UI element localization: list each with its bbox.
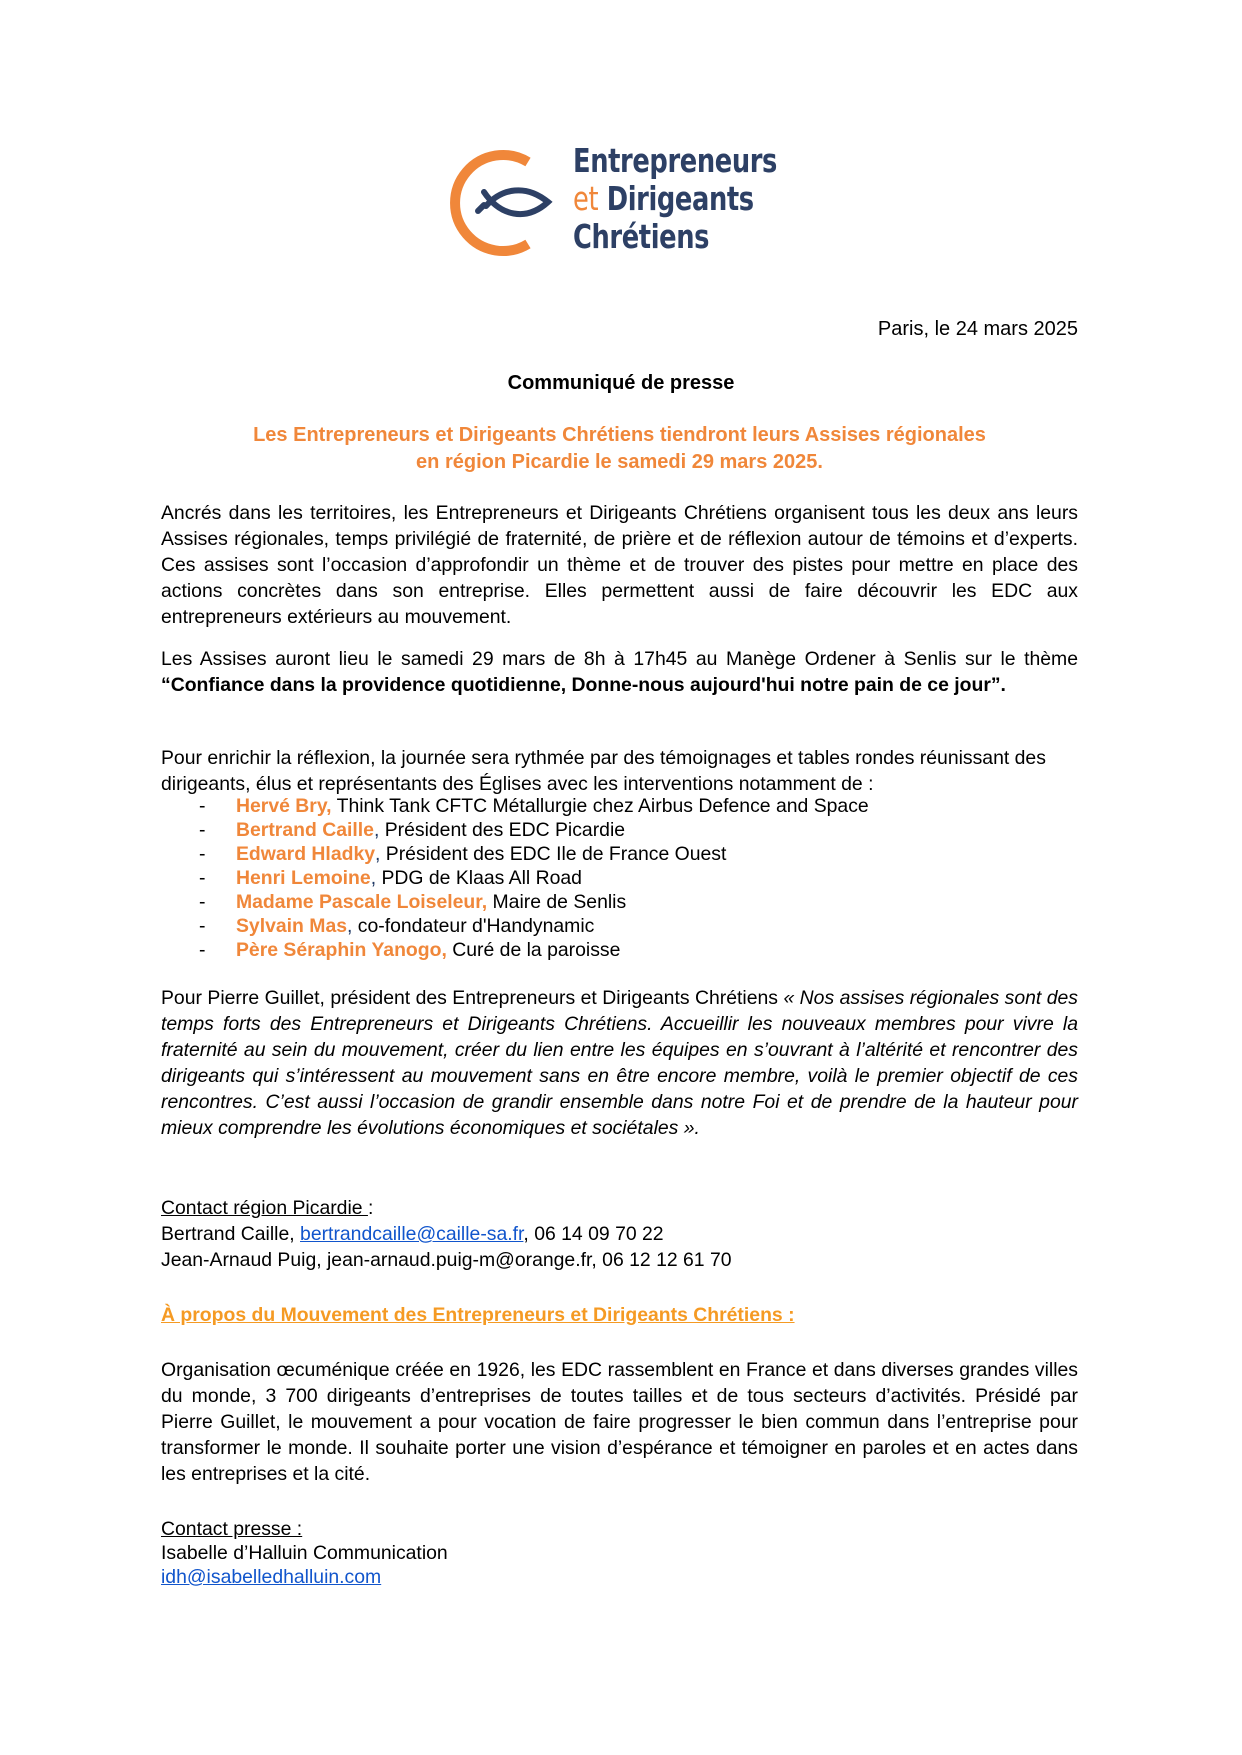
speaker-role: PDG de Klaas All Road xyxy=(376,867,582,889)
bullet-dash: - xyxy=(199,843,206,865)
speaker-role: Président des EDC Picardie xyxy=(379,819,626,841)
logo-text-et: et xyxy=(573,179,599,218)
president-quote-paragraph xyxy=(161,985,1078,1141)
edc-logo xyxy=(440,140,810,265)
regional-contact-heading-colon: : xyxy=(367,1197,374,1219)
about-heading: À propos du Mouvement des Entrepreneurs et Dirigeants Chrétiens : xyxy=(161,1304,795,1326)
intro-paragraph: Ancrés dans les territoires, les Entrepreneurs et Dirigeants Chrétiens organisent tous les deux ans leurs Assises régionales, temps privilégié de fraternité, de prière et de réflexion autour de témoins et d’experts. Ces assises sont l’occasion d’approfondir un thème et de trouver des pistes pour mettre en place des actions concrètes dans son entreprise. Elles permettent aussi de faire découvrir les EDC aux entrepreneurs extérieurs au mouvement. xyxy=(161,502,1078,628)
speakers-list xyxy=(161,794,1078,962)
quote-lead: Pour Pierre Guillet, président des Entrepreneurs et Dirigeants Chrétiens xyxy=(161,987,784,1009)
regional-contact-heading xyxy=(161,1195,1078,1221)
press-contact-agency: Isabelle d’Halluin Communication xyxy=(161,1542,448,1564)
bullet-dash: - xyxy=(199,915,206,937)
event-theme: “Confiance dans la providence quotidienne, Donne-nous aujourd'hui notre pain de ce jour”. xyxy=(161,674,1006,696)
speaker-role: co-fondateur d'Handynamic xyxy=(352,915,595,937)
program-intro: Pour enrichir la réflexion, la journée sera rythmée par des témoignages et tables rondes réunissant des dirigeants, élus et représentants des Églises avec les interventions notamment de : xyxy=(161,747,1046,795)
press-contact-email-link[interactable]: idh@isabelledhalluin.com xyxy=(161,1566,382,1588)
regional-contact xyxy=(161,1195,1078,1273)
regional-contact-1 xyxy=(161,1221,1078,1247)
speaker-role: Président des EDC Ile de France Ouest xyxy=(380,843,727,865)
press-contact xyxy=(161,1517,1078,1589)
document-kind-heading: Communiqué de presse xyxy=(507,372,735,394)
speaker-item xyxy=(161,890,1078,914)
speaker-name: Henri Lemoine xyxy=(236,867,371,889)
speaker-item xyxy=(161,938,1078,962)
regional-contact-heading-text: Contact région Picardie xyxy=(161,1197,368,1219)
bullet-dash: - xyxy=(199,891,206,913)
speaker-sep: , xyxy=(373,819,380,841)
speaker-role: Maire de Senlis xyxy=(487,891,627,913)
headline xyxy=(161,422,1078,476)
about-paragraph: Organisation œcuménique créée en 1926, les EDC rassemblent en France et dans diverses grandes villes du monde, 3 700 dirigeants d’entreprises de toutes tailles et de tous secteurs d’activités. Présidé par Pierre Guillet, le mouvement a pour vocation de faire progresser le bien commun dans l’entreprise pour transformer le monde. Il souhaite porter une vision d’espérance et témoigner en paroles et en actes dans les entreprises et la cité. xyxy=(161,1359,1078,1485)
regional-contact-2: Jean-Arnaud Puig, jean-arnaud.puig-m@orange.fr, 06 12 12 61 70 xyxy=(161,1249,732,1271)
speaker-sep: , xyxy=(375,843,381,865)
quote-text: « Nos assises régionales sont des temps forts des Entrepreneurs et Dirigeants Chrétiens. Accueillir les nouveaux membres pour vivre la fraternité au sein du mouvement, créer du lien entre les équipes en s’ouvrant à l’altérité et rencontrer des dirigeants qui s’intéressent au mouvement sans en être encore membre, voilà le premier objectif de ces rencontres. C’est aussi l’occasion de grandir ensemble dans notre Foi et de prendre de la hauteur pour mieux comprendre les évolutions économiques et sociétales ». xyxy=(161,987,1078,1139)
bullet-dash: - xyxy=(199,819,206,841)
speaker-item xyxy=(161,818,1078,842)
about-heading-container xyxy=(161,1302,1078,1328)
contact-1-phone: , 06 14 09 70 22 xyxy=(523,1223,664,1245)
contact-1-email-link[interactable]: bertrandcaille@caille-sa.fr xyxy=(300,1223,524,1245)
speaker-sep: , xyxy=(347,915,353,937)
headline-line-1: Les Entrepreneurs et Dirigeants Chrétiens tiendront leurs Assises régionales xyxy=(253,424,986,446)
press-release-date: Paris, le 24 mars 2025 xyxy=(877,318,1078,340)
speaker-item xyxy=(161,794,1078,818)
event-paragraph xyxy=(161,646,1078,698)
logo-text-dirigeants: Dirigeants xyxy=(606,179,754,218)
speaker-name: Madame Pascale Loiseleur, xyxy=(236,891,488,913)
contact-1-name: Bertrand Caille, xyxy=(161,1223,301,1245)
logo-text-line1: Entrepreneurs xyxy=(573,141,777,180)
bullet-dash: - xyxy=(199,867,206,889)
speaker-item xyxy=(161,914,1078,938)
speaker-name: Père Séraphin Yanogo, xyxy=(236,939,447,961)
speaker-role: Think Tank CFTC Métallurgie chez Airbus Defence and Space xyxy=(331,795,869,817)
speaker-name: Bertrand Caille xyxy=(236,819,374,841)
press-contact-heading: Contact presse : xyxy=(161,1518,303,1540)
headline-line-2: en région Picardie le samedi 29 mars 2025. xyxy=(416,451,823,473)
speaker-sep: , xyxy=(370,867,377,889)
speakers-list-container xyxy=(161,794,1078,962)
event-text: Les Assises auront lieu le samedi 29 mars de 8h à 17h45 au Manège Ordener à Senlis sur le thème xyxy=(161,648,1078,670)
edc-c-fish-logo-icon xyxy=(440,140,565,265)
bullet-dash: - xyxy=(199,795,206,817)
bullet-dash: - xyxy=(199,939,206,961)
logo-text-line3: Chrétiens xyxy=(573,217,710,256)
speaker-name: Edward Hladky xyxy=(236,843,376,865)
speaker-name: Sylvain Mas xyxy=(236,915,348,937)
speaker-item xyxy=(161,842,1078,866)
speaker-item xyxy=(161,866,1078,890)
speaker-role: Curé de la paroisse xyxy=(446,939,621,961)
logo-text-line2 xyxy=(573,180,754,218)
speaker-name: Hervé Bry, xyxy=(236,795,332,817)
